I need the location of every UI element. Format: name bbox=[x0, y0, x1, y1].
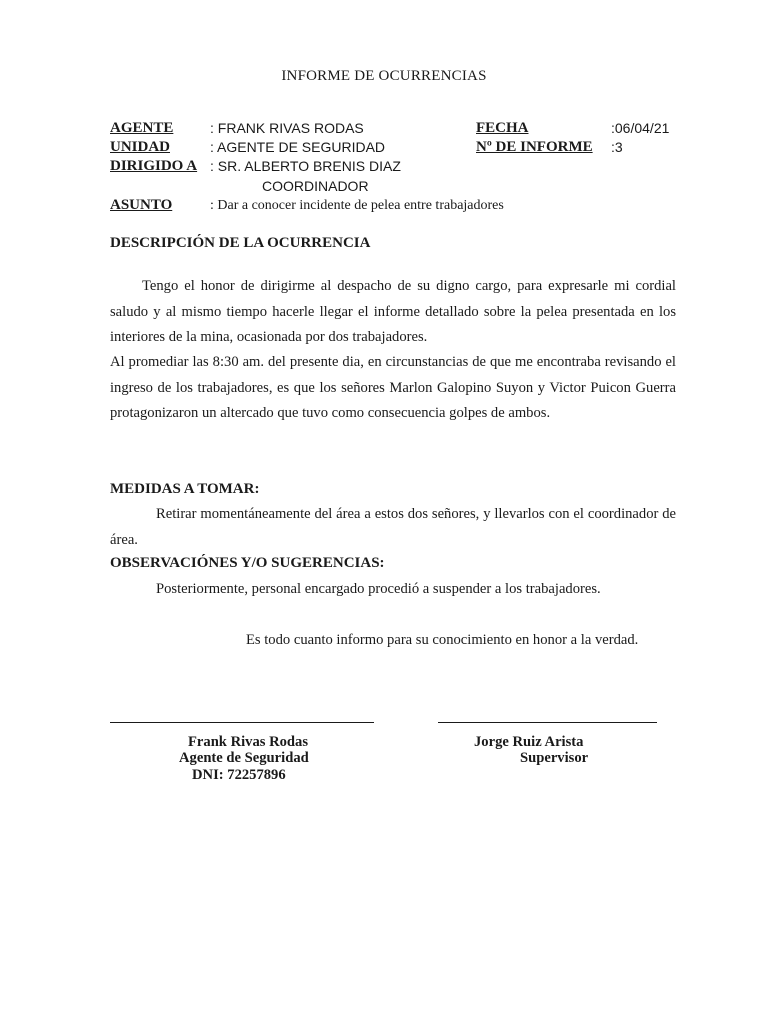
descripcion-paragraph-1: Tengo el honor de dirigirme al despacho de su digno cargo, para expresarle mi cordial saludo y al mismo tiempo hacerle llegar el informe detallado sobre la pelea presentada en los interiores de la mina, ocasionada por dos trabajadores. bbox=[110, 278, 676, 345]
observaciones-text: Posteriormente, personal encargado procedió a suspender a los trabajadores. bbox=[156, 581, 601, 597]
asunto-label: ASUNTO bbox=[110, 197, 173, 213]
signature-line-right bbox=[438, 722, 657, 723]
medidas-text: Retirar momentáneamente del área a estos dos señores, y llevarlos con el coordinador de área. bbox=[110, 506, 676, 548]
fecha-value: :06/04/21 bbox=[611, 120, 670, 136]
signature-right-name: Jorge Ruiz Arista bbox=[474, 734, 584, 750]
fecha-label: FECHA bbox=[476, 120, 529, 136]
descripcion-paragraph-2: Al promediar las 8:30 am. del presente dia, en circunstancias de que me encontraba revisando el ingreso de los trabajadores, es que los señores Marlon Galopino Suyon y Victor Puicon Guerra protagonizaron un altercado que tuvo como consecuencia golpes de ambos. bbox=[110, 354, 676, 421]
dirigido-label: DIRIGIDO A bbox=[110, 158, 198, 174]
agente-label: AGENTE bbox=[110, 120, 174, 136]
signature-left-dni: DNI: 72257896 bbox=[192, 767, 286, 783]
observaciones-title: OBSERVACIÓNES Y/O SUGERENCIAS: bbox=[110, 555, 385, 571]
informe-number-value: :3 bbox=[611, 139, 623, 155]
dirigido-value: : SR. ALBERTO BRENIS DIAZ bbox=[210, 158, 401, 174]
descripcion-title: DESCRIPCIÓN DE LA OCURRENCIA bbox=[110, 235, 371, 251]
dirigido-role: COORDINADOR bbox=[262, 178, 369, 194]
unidad-value: : AGENTE DE SEGURIDAD bbox=[210, 139, 386, 155]
medidas-title: MEDIDAS A TOMAR: bbox=[110, 481, 260, 497]
informe-number-label: Nº DE INFORME bbox=[476, 139, 593, 155]
signature-left-name: Frank Rivas Rodas bbox=[188, 734, 309, 750]
signature-left-role: Agente de Seguridad bbox=[179, 750, 309, 766]
closing-statement: Es todo cuanto informo para su conocimiento en honor a la verdad. bbox=[246, 632, 639, 648]
signature-line-left bbox=[110, 722, 374, 723]
unidad-label: UNIDAD bbox=[110, 139, 170, 155]
document-title: INFORME DE OCURRENCIAS bbox=[281, 68, 487, 84]
agente-value: : FRANK RIVAS RODAS bbox=[210, 120, 364, 136]
signature-right-role: Supervisor bbox=[520, 750, 589, 766]
asunto-value: : Dar a conocer incidente de pelea entre trabajadores bbox=[210, 198, 504, 213]
